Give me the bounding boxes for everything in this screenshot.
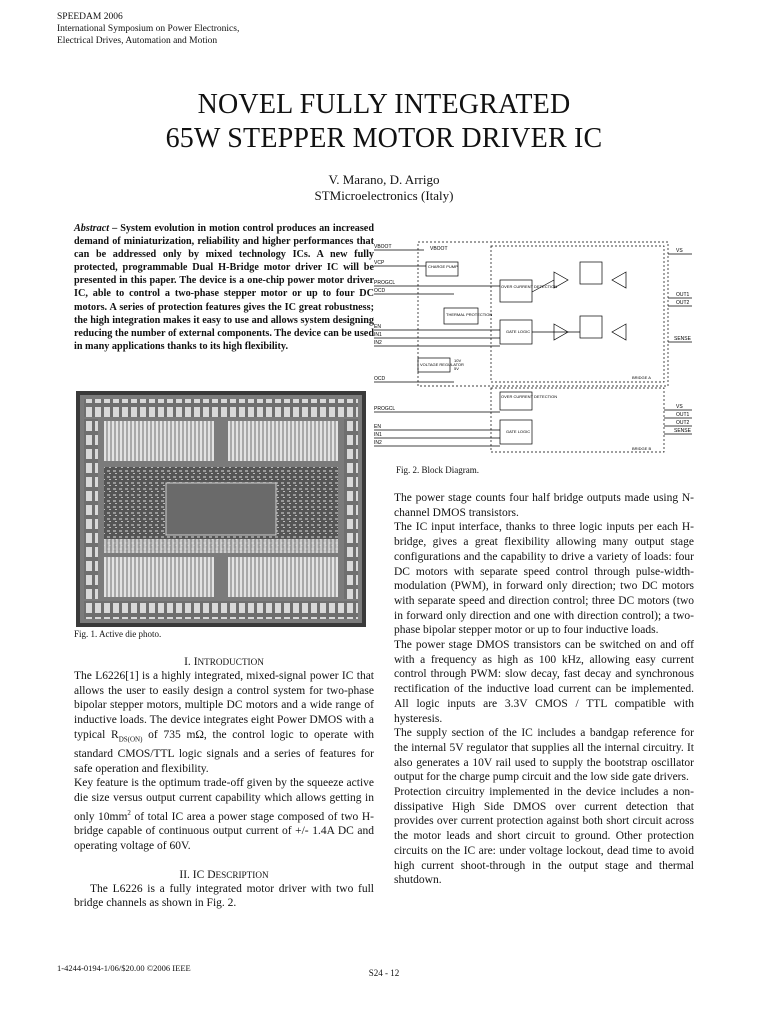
label-10v: 10V	[454, 358, 462, 363]
section-1-paragraph-1: The L6226[1] is a highly integrated, mixed-signal power IC that allows the user to easily design a control system for two-phase bipolar stepper motors, multiple DC motors and a wide range of inductive loads. The device integrates eight Power DMOS with a typical $R_{DS(ON)}$ of 735 mΩ, the control logic to operate with standard CMOS/TTL logic signals and a series of features for safe operation and flexibility.	[74, 670, 375, 775]
section-1-paragraph-2: Key feature is the optimum trade-off given by the squeeze active die size versus output current capability which allows getting in only $10mm^2$ of total IC area a power stage composed of two H-bridge capable of continuous output current of +/- 1.4A DC and operating voltage of 60V.	[74, 777, 374, 852]
conference-subtitle-1: International Symposium on Power Electronics,	[57, 24, 240, 34]
pin-in1-a: IN1	[374, 332, 382, 338]
title-line-2: 65W STEPPER MOTOR DRIVER IC	[165, 123, 603, 154]
pin-en-b: EN	[374, 424, 381, 430]
block-gate-logic-b: GATE LOGIC	[506, 429, 531, 434]
label-vboot: VBOOT	[430, 246, 448, 252]
label-5v: 5V	[454, 366, 459, 371]
section-1-heading: I. INTRODUCTION	[184, 656, 264, 668]
fig2-caption: Fig. 2. Block Diagram.	[396, 465, 479, 475]
block-ocd-b: OVER CURRENT DETECTION	[501, 394, 558, 399]
block-thermal: THERMAL PROTECTION	[446, 312, 493, 317]
section-2-paragraph-1: The L6226 is a fully integrated motor driver with two full bridge channels as shown in Fig. 2.	[74, 882, 374, 910]
die-photo-figure	[76, 391, 366, 627]
pin-ocd-b: OCD	[374, 376, 386, 382]
pin-vcp: VCP	[374, 260, 385, 266]
pin-sense-b: SENSE	[674, 428, 691, 434]
paper-title	[0, 88, 768, 156]
pin-out2-a: OUT2	[676, 300, 690, 306]
conference-name: SPEEDAM 2006	[57, 12, 123, 22]
conference-header	[57, 11, 239, 47]
pin-vs-b: VS	[676, 404, 683, 410]
authors: V. Marano, D. Arrigo	[328, 172, 440, 187]
conference-subtitle-2: Electrical Drives, Automation and Motion	[57, 36, 218, 46]
right-column-body	[394, 491, 694, 888]
abstract	[74, 222, 374, 353]
author-block	[0, 172, 768, 204]
title-line-1: NOVEL FULLY INTEGRATED	[197, 89, 571, 120]
pin-in2-a: IN2	[374, 340, 382, 346]
pin-progcl-a: PROGCL	[374, 280, 396, 286]
block-gate-logic-a: GATE LOGIC	[506, 329, 531, 334]
abstract-label: Abstract	[74, 223, 110, 234]
page-number: S24 - 12	[368, 968, 400, 978]
pin-sense-a: SENSE	[674, 336, 691, 342]
left-column-body	[74, 655, 374, 911]
pin-in1-b: IN1	[374, 432, 382, 438]
block-charge-pump: CHARGE PUMP	[428, 264, 458, 269]
pin-progcl-b: PROGCL	[374, 406, 396, 412]
copyright-footer: 1-4244-0194-1/06/$20.00 ©2006 IEEE	[57, 963, 191, 973]
abstract-text: – System evolution in motion control produces an increased demand of miniaturization, reliability and higher performances that can be addressed only by mixed technology ICs. A new fully protected, programmable Dual H-Bridge motor driver IC will be presented in this paper. The device is a one-chip power motor driver IC, able to control a two-phase stepper motor or up to four DC motors. A series of protection features gives the IC great robustness; the high integration makes it easy to use and allows system designing reducing the number of external components. The device can be used in many applications thanks to its high flexibility.	[74, 223, 374, 352]
pin-out2-b: OUT2	[676, 420, 690, 426]
right-paragraph-1: The power stage counts four half bridge outputs made using N-channel DMOS transistors.	[394, 492, 694, 519]
pin-ocd-a: OCD	[374, 288, 386, 294]
right-paragraph-2: The IC input interface, thanks to three logic inputs per each H-bridge, gives a great flexibility allowing many output stage configurations and the capability to drive a variety of loads: four DC motors with separate speed control through pulse-width-modulation (PWM), in forward only direction; two DC motors with separate speed and direction control; three DC motors (two in forward only direction and one with direction control); a two-phase bipolar stepper motor or up to four inductive loads.	[394, 521, 694, 637]
pin-vs-a: VS	[676, 248, 683, 254]
label-bridge-a: BRIDGE A	[632, 375, 651, 380]
pin-out1-a: OUT1	[676, 292, 690, 298]
section-2-heading: II. IC DESCRIPTION	[179, 868, 269, 881]
block-diagram-figure	[374, 236, 692, 458]
block-ocd-a: OVER CURRENT DETECTION	[501, 284, 558, 289]
fig1-caption: Fig. 1. Active die photo.	[74, 629, 162, 639]
pin-out1-b: OUT1	[676, 412, 690, 418]
label-bridge-b: BRIDGE B	[632, 446, 652, 451]
block-voltage-reg: VOLTAGE REGULATOR	[420, 362, 464, 367]
right-paragraph-5: Protection circuitry implemented in the device includes a non-dissipative High Side DMOS over current detection that provides over current protection against both short circuit across the motor leads and short circuit to ground. Other protection circuits on the IC are: under voltage lockout, dead time to avoid high current shoot-through in the output stage and thermal shutdown.	[394, 786, 694, 887]
right-paragraph-3: The power stage DMOS transistors can be switched on and off with a frequency as high as 100 kHz, allowing easy current control through PWM: slow decay, fast decay and synchronous rectification of the inductive load current can be implemented. All logic inputs are 3.3V CMOS / TTL compatible with hysteresis.	[394, 639, 694, 725]
right-paragraph-4: The supply section of the IC includes a bandgap reference for the internal 5V regulator that supplies all the internal circuitry. It also generates a 10V rail used to supply the bootstrap oscillator output for the charge pump circuit and the low side gate drivers.	[394, 727, 694, 784]
affiliation: STMicroelectronics (Italy)	[314, 188, 454, 203]
pin-in2-b: IN2	[374, 440, 382, 446]
pin-en-a: EN	[374, 324, 381, 330]
pin-vboot: VBOOT	[374, 244, 392, 250]
